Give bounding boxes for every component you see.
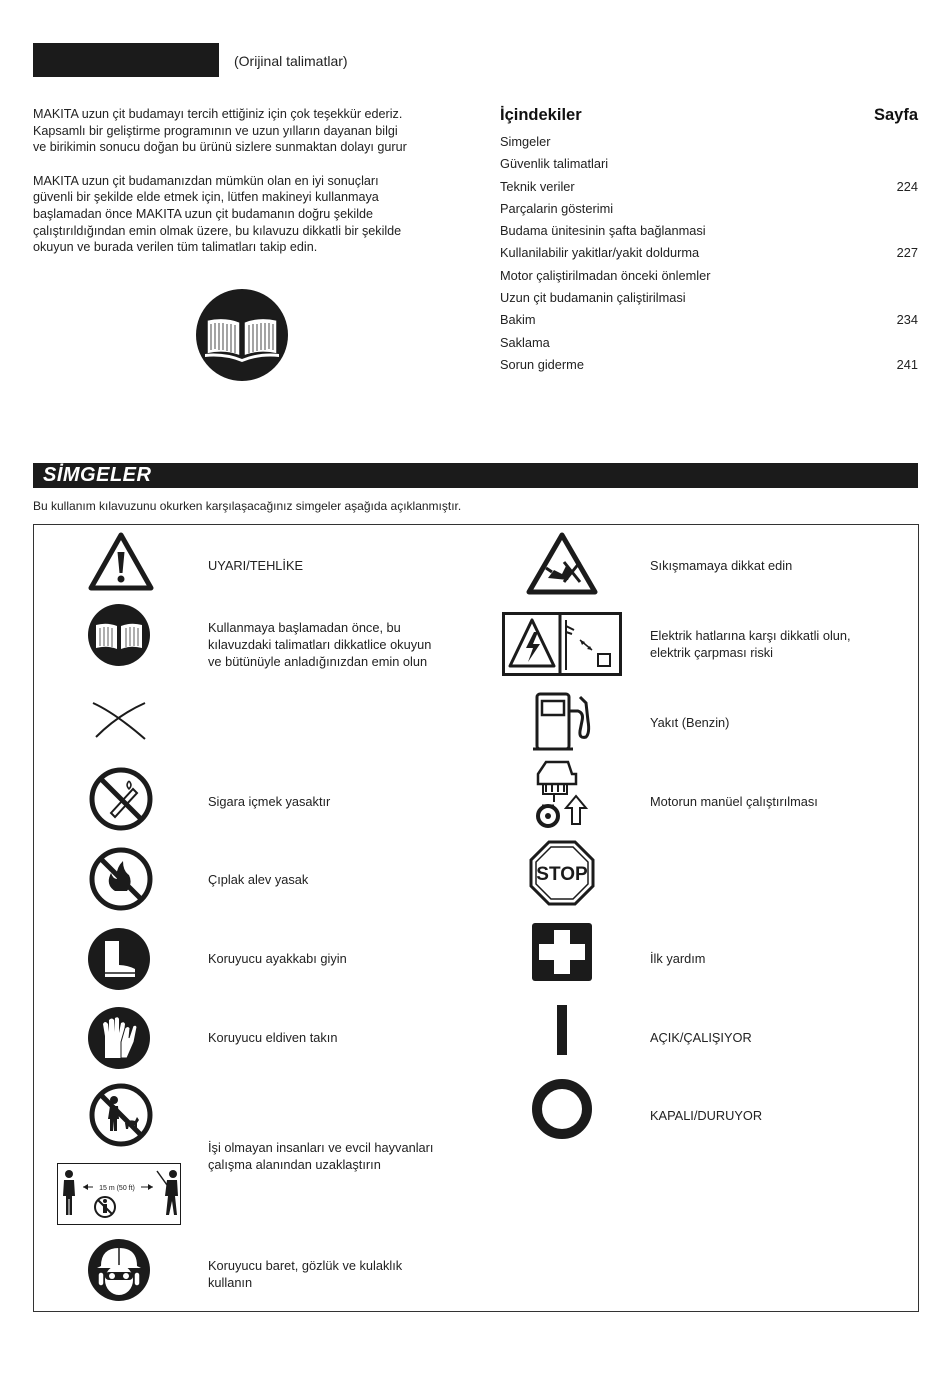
intro-text — [33, 106, 453, 273]
no-flame-label — [208, 871, 308, 888]
label-line: çalışma alanından uzaklaştırın — [208, 1157, 381, 1172]
intro-line: MAKITA uzun çit budamanızdan mümkün olan en iyi sonuçları — [33, 173, 379, 188]
label-line: İlk yardım — [650, 951, 706, 966]
toc-label: Kullanilabilir yakitlar/yakit doldurma — [500, 245, 700, 261]
keep-away-icon — [89, 1083, 153, 1147]
pinch-hazard-icon — [526, 532, 598, 596]
stop-text: STOP — [536, 864, 588, 885]
toc-row[interactable] — [500, 332, 918, 354]
label-line: Çıplak alev yasak — [208, 872, 309, 887]
label-line: Sıkışmamaya dikkat edin — [650, 558, 793, 573]
toc-row[interactable] — [500, 153, 918, 175]
toc-row[interactable] — [500, 242, 918, 264]
label-line: Koruyucu ayakkabı giyin — [208, 951, 347, 966]
warning-label — [208, 557, 303, 574]
electric-label — [650, 627, 851, 661]
no-open-flame-icon — [89, 847, 153, 911]
toc-row[interactable] — [500, 220, 918, 242]
stop-sign-icon — [529, 840, 595, 906]
distance-diagram-icon — [57, 1163, 181, 1225]
intro-line: çalıştırıldığından emin olmak üzere, bu kılavuzu dikkatli bir şekilde — [33, 223, 402, 238]
toc-page: 224 — [896, 178, 918, 194]
label-line: AÇIK/ÇALIŞIYOR — [650, 1030, 752, 1045]
label-line: ve bütünüyle anladığınızdan emin olun — [208, 654, 428, 669]
toc-label: Teknik veriler — [500, 178, 575, 194]
toc-label: Bakim — [500, 312, 536, 328]
keep-away-label — [208, 1139, 433, 1173]
first-aid-label — [650, 950, 705, 967]
first-aid-icon — [531, 922, 593, 982]
electric-hazard-icon — [502, 612, 622, 676]
header-black-bar — [33, 43, 219, 77]
toc-label: Saklama — [500, 334, 550, 350]
label-line: elektrik çarpması riski — [650, 645, 774, 660]
label-line: Koruyucu eldiven takın — [208, 1030, 338, 1045]
toc-label: Uzun çit budamanin çaliştirilmasi — [500, 290, 686, 306]
off-symbol-icon — [530, 1077, 594, 1141]
intro-paragraph-1 — [33, 106, 453, 156]
page-subtitle: (Orijinal talimatlar) — [234, 53, 348, 69]
toc-label: Simgeler — [500, 134, 551, 149]
toc-label: Parçalarin gösterimi — [500, 200, 614, 216]
manual-start-icon — [532, 760, 592, 830]
label-line: Koruyucu baret, gözlük ve kulaklık — [208, 1258, 403, 1273]
section-description: Bu kullanım kılavuzunu okurken karşılaşacağınız simgeler aşağıda açıklanmıştır. — [33, 499, 462, 513]
toc-title: İçindekiler — [500, 106, 582, 124]
fuel-pump-icon — [532, 691, 594, 753]
read-manual-label — [208, 619, 431, 670]
toc-row[interactable] — [500, 198, 918, 220]
fuel-label — [650, 714, 729, 731]
intro-line: güvenli bir şekilde elde etmek için, lütfen makineyi kullanmaya — [33, 190, 379, 205]
gloves-label — [208, 1029, 337, 1046]
label-line: KAPALI/DURUYOR — [650, 1108, 763, 1123]
toc-page: 234 — [896, 312, 918, 328]
helmet-goggles-earmuffs-icon — [87, 1238, 151, 1302]
intro-line: ve birikimin sonucu doğan bu ürünü sizlere sunmaktan dolayı gurur — [33, 140, 407, 155]
cross-icon — [90, 695, 148, 745]
intro-line: MAKITA uzun çit budamayı tercih ettiğiniz için çok teşekkür ederiz. — [33, 107, 403, 121]
toc-page: 227 — [896, 245, 918, 261]
pinch-label — [650, 557, 792, 574]
safety-gloves-icon — [87, 1006, 151, 1070]
distance-text: 15 m (50 ft) — [99, 1185, 135, 1192]
toc-row[interactable] — [500, 131, 918, 153]
label-line: kullanın — [208, 1275, 253, 1290]
toc-page-header: Sayfa — [873, 106, 918, 124]
toc-label: Güvenlik talimatlari — [500, 156, 609, 172]
manual-start-label — [650, 793, 818, 810]
toc-row[interactable] — [500, 354, 918, 376]
read-manual-large-icon — [195, 288, 289, 382]
toc-label: Motor çaliştirilmadan önceki önlemler — [500, 267, 711, 283]
on-symbol-icon — [555, 1004, 569, 1056]
label-line: UYARI/TEHLİKE — [208, 558, 304, 573]
label-line: İşi olmayan insanları ve evcil hayvanları — [208, 1140, 434, 1155]
boots-label — [208, 950, 347, 967]
label-line: Elektrik hatlarına karşı dikkatli olun, — [650, 628, 851, 643]
intro-line: okuyun ve burada verilen tüm talimatları takip edin. — [33, 240, 318, 255]
toc-row[interactable] — [500, 176, 918, 198]
toc-header — [500, 106, 918, 128]
no-smoking-label — [208, 793, 330, 810]
off-label — [650, 1107, 762, 1124]
on-label — [650, 1029, 752, 1046]
toc-label: Sorun giderme — [500, 356, 584, 372]
safety-boots-icon — [87, 927, 151, 991]
label-line: kılavuzdaki talimatları dikkatlice okuyun — [208, 637, 432, 652]
intro-paragraph-2 — [33, 173, 453, 257]
table-of-contents — [500, 106, 918, 376]
label-line: Sigara içmek yasaktır — [208, 794, 331, 809]
toc-label: Budama ünitesinin şafta bağlanmasi — [500, 223, 706, 239]
toc-row[interactable] — [500, 309, 918, 331]
label-line: Kullanmaya başlamadan önce, bu — [208, 620, 401, 635]
no-smoking-icon — [89, 767, 153, 831]
label-line: Yakıt (Benzin) — [650, 715, 730, 730]
intro-line: başlamadan önce MAKITA uzun çit budamanın doğru şekilde — [33, 207, 373, 222]
section-title: SİMGELER — [43, 464, 152, 486]
warning-triangle-icon — [88, 532, 154, 592]
intro-line: Kapsamlı bir geliştirme programının ve uzun yılların dayanan bilgi — [33, 123, 398, 138]
read-manual-icon — [87, 603, 151, 667]
toc-row[interactable] — [500, 287, 918, 309]
section-header-bar — [33, 463, 918, 488]
helmet-label — [208, 1257, 402, 1291]
label-line: Motorun manüel çalıştırılması — [650, 794, 818, 809]
toc-row[interactable] — [500, 265, 918, 287]
toc-page: 241 — [896, 356, 918, 372]
